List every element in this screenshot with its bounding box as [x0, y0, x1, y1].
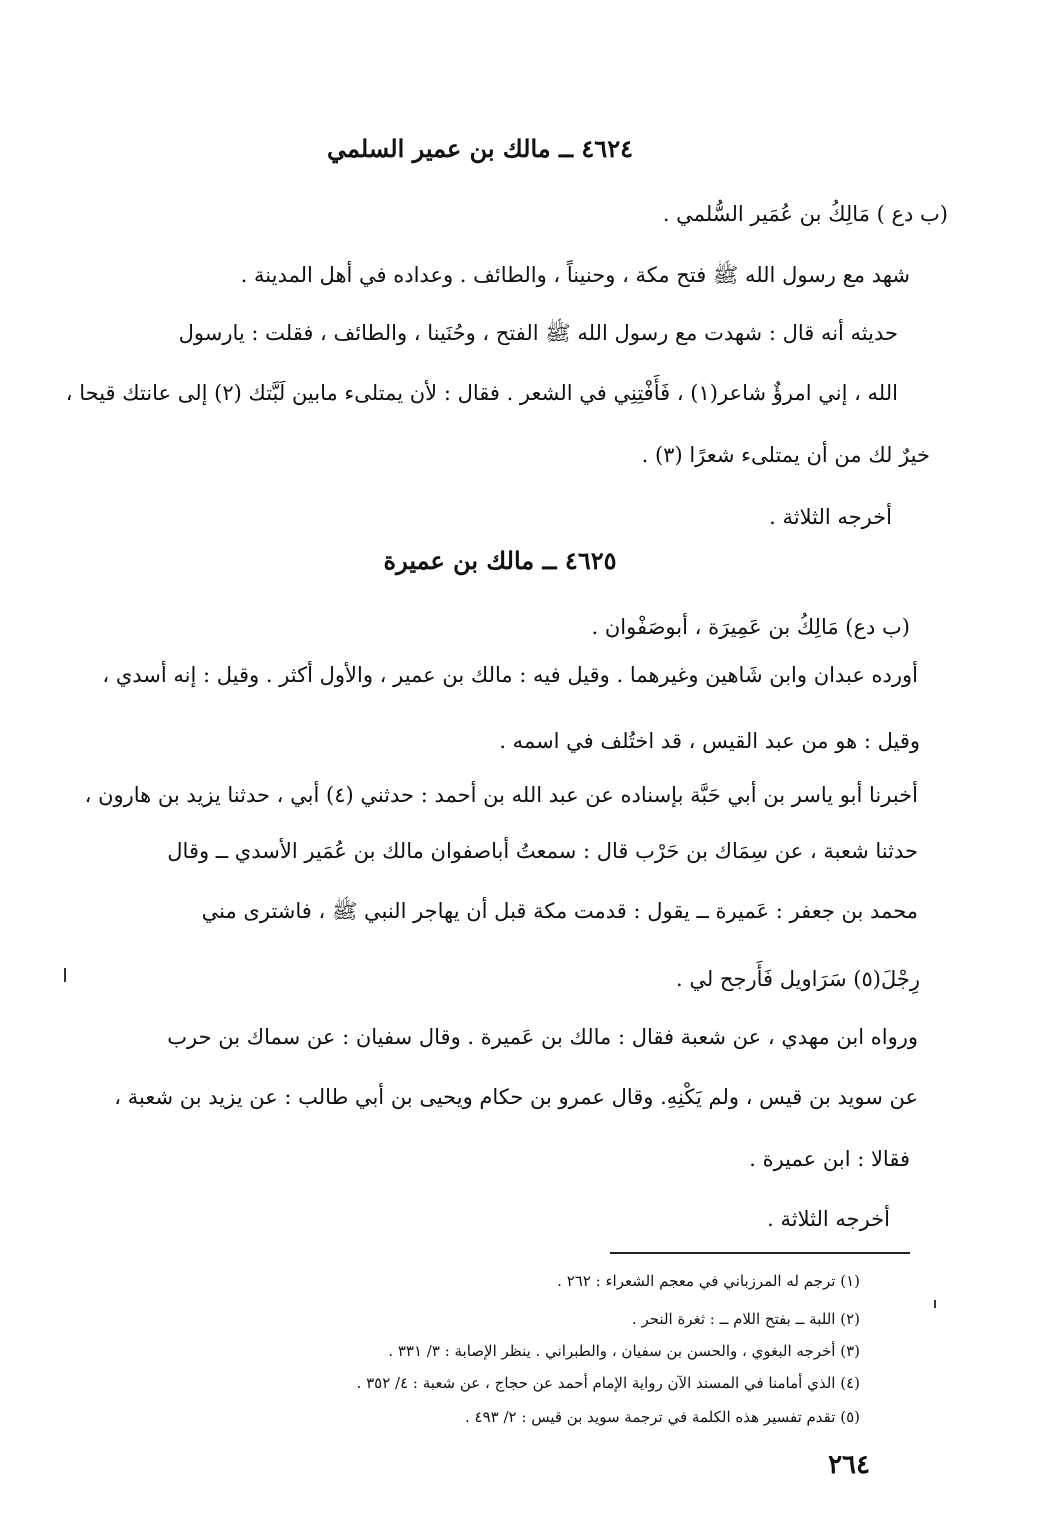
entry-4625-line-7: رِجْلَ(٥) سَرَاويل فَأَرجح لي . — [675, 967, 920, 991]
entry-4624-line-6: أخرجه الثلاثة . — [769, 505, 892, 529]
footnote-3: (٣) أخرجه البغوي ، والحسن بن سفيان ، والطبراني . ينظر الإصابة : ٣/ ٣٣١ . — [388, 1342, 860, 1360]
scan-mark — [934, 1300, 936, 1308]
footnote-1: (١) ترجم له المرزباني في معجم الشعراء : ٢٦٢ . — [557, 1272, 860, 1290]
entry-4624-line-2: شهد مع رسول الله ﷺ فتح مكة ، وحنيناً ، والطائف . وعداده في أهل المدينة . — [240, 263, 910, 287]
entry-4625-line-6: محمد بن جعفر : عَميرة ــ يقول : قدمت مكة قبل أن يهاجر النبي ﷺ ، فاشترى مني — [201, 899, 918, 923]
entry-4624-line-1: (ب دع ) مَالِكُ بن عُمَير السُّلمي . — [662, 202, 948, 226]
footnote-5: (٥) تقدم تفسير هذه الكلمة في ترجمة سويد بن قيس : ٢/ ٤٩٣ . — [465, 1408, 860, 1426]
entry-4625-line-3: وقيل : هو من عبد القيس ، قد اختُلف في اسمه . — [499, 729, 920, 753]
entry-4624-line-3: حديثه أنه قال : شهدت مع رسول الله ﷺ الفتح ، وحُنَينا ، والطائف ، فقلت : يارسول — [178, 321, 898, 345]
page-number: ٢٦٤ — [828, 1450, 870, 1480]
scan-mark — [64, 968, 66, 982]
entry-4625-line-8: ورواه ابن مهدي ، عن شعبة فقال : مالك بن عَميرة . وقال سفيان : عن سماك بن حرب — [167, 1025, 918, 1049]
entry-title-4624: ٤٦٢٤ ــ مالك بن عمير السلمي — [327, 134, 633, 163]
entry-4625-line-11: أخرجه الثلاثة . — [767, 1207, 890, 1231]
entry-4625-line-10: فقالا : ابن عميرة . — [749, 1147, 910, 1171]
entry-4624-line-5: خيرٌ لك من أن يمتلىء شعرًا (٣) . — [641, 443, 930, 467]
entry-4625-line-5: حدثنا شعبة ، عن سِمَاك بن حَرْب قال : سمعتُ أباصفوان مالك بن عُمَير الأسدي ــ وقال — [167, 839, 918, 863]
entry-4625-line-1: (ب دع) مَالِكُ بن عَمِيرَة ، أبوصَفْوان . — [591, 615, 910, 639]
entry-4625-line-9: عن سويد بن قيس ، ولم يَكْنِهِ. وقال عمرو بن حكام ويحيى بن أبي طالب : عن يزيد بن شعبة ، — [114, 1085, 918, 1109]
entry-4625-line-2: أورده عبدان وابن شَاهين وغيرهما . وقيل فيه : مالك بن عمير ، والأول أكثر . وقيل : إنه أسدي ، — [102, 663, 918, 687]
footnote-2: (٢) اللبة ــ بفتح اللام ــ : ثغرة النحر . — [631, 1310, 860, 1328]
footnote-separator — [610, 1252, 910, 1254]
entry-4625-line-4: أخبرنا أبو ياسر بن أبي حَبَّة بإسناده عن عبد الله بن أحمد : حدثني (٤) أبي ، حدثنا يزيد بن هارون ، — [84, 783, 918, 807]
entry-4624-line-4: الله ، إني امرؤٌ شاعر(١) ، فَأَفْتِنِي في الشعر . فقال : لأن يمتلىء مابين لَبَّتك (٢) إلى عانتك قيحا ، — [65, 381, 898, 405]
entry-title-4625: ٤٦٢٥ ــ مالك بن عميرة — [383, 546, 617, 575]
footnote-4: (٤) الذي أمامنا في المسند الآن رواية الإمام أحمد عن حجاج ، عن شعبة : ٤/ ٣٥٢ . — [356, 1374, 860, 1392]
